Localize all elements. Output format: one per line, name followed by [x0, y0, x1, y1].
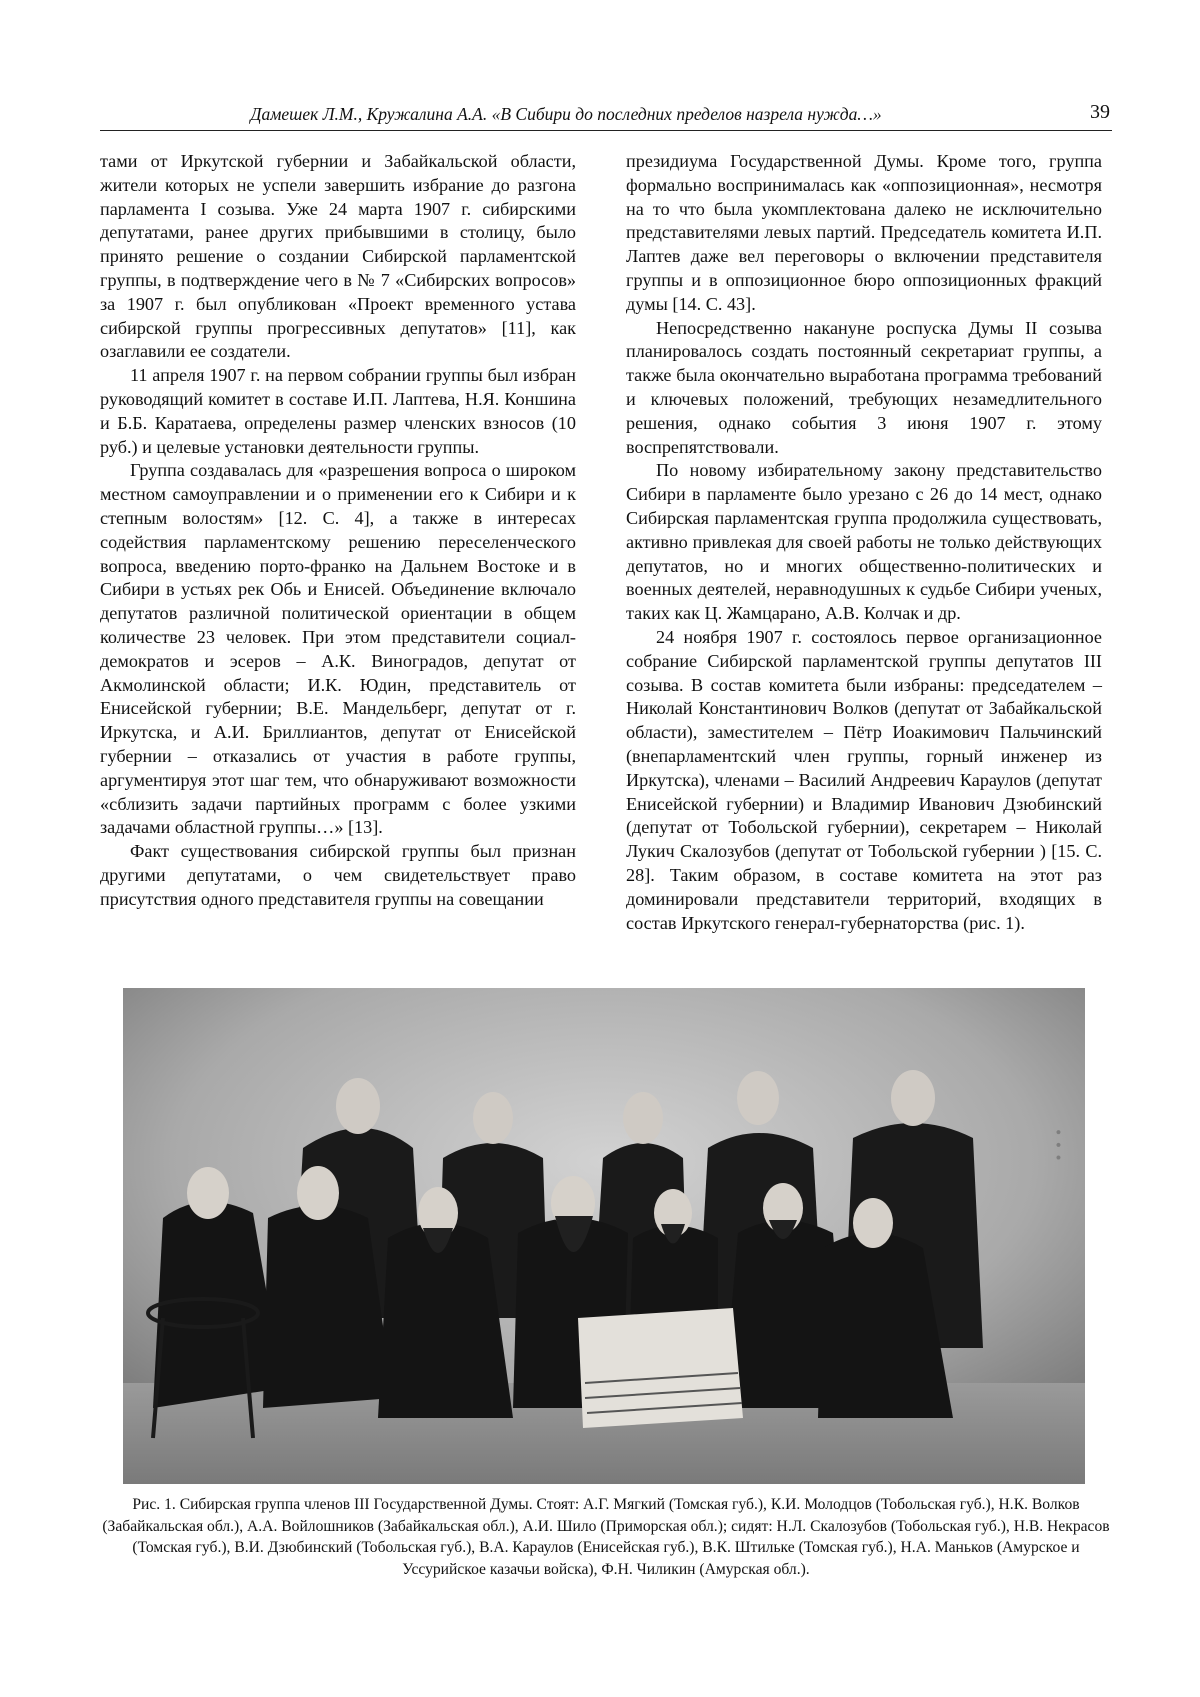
paragraph: Группа создавалась для «разрешения вопроса о широком местном самоуправлении и о применении его к Сибири и к степным волостям» [12. С. 4], а также в интересах содействия парламентскому решению переселенческого вопроса, введению порто-франко на Дальнем Востоке и в Сибири в устьях рек Обь и Енисей. Объединение включало депутатов различной политической ориентации в общем количестве 23 человек. При этом представители социал-демократов и эсеров – А.К. Виноградов, депутат от Акмолинской области; И.К. Юдин, представитель от Енисейской губернии; В.Е. Мандельберг, депутат от г. Иркутска, и А.И. Бриллиантов, депутат от Енисейской губернии – отказались от участия в работе группы, аргументируя этот шаг тем, что обнаруживают возможности «сблизить задачи партийных программ с более узкими задачами областной группы…» [13]. — [100, 460, 576, 838]
figure-caption: Рис. 1. Сибирская группа членов III Государственной Думы. Стоят: А.Г. Мягкий (Томская губ.), К.И. Молодцов (Тобольская губ.), Н.К. Волков (Забайкальская обл.), А.А. Войлошников (Забайкальская обл.), А.И. Шило (Приморская обл.); сидят: Н.Л. Скалозубов (Тобольская губ.), Н.В. Некрасов (Томская губ.), В.И. Дзюбинский (Тобольская губ.), В.А. Караулов (Енисейская губ.), В.К. Штильке (Томская губ.), Н.А. Маньков (Амурское и Уссурийское казачьи войска), Ф.Н. Чиликин (Амурская обл.). — [102, 1496, 1110, 1578]
paragraph: 11 апреля 1907 г. на первом собрании группы был избран руководящий комитет в составе И.П. Лаптева, Н.Я. Коншина и Б.Б. Каратаева, определены размер членских взносов (10 руб.) и целевые установки деятельности группы. — [100, 365, 576, 457]
paragraph: президиума Государственной Думы. Кроме того, группа формально воспринималась как «оппозиционная», несмотря на то что была укомплектована далеко не исключительно представителями левых партий. Председатель комитета И.П. Лаптев даже вел переговоры о включении представителя группы и в оппозиционное бюро оппозиционных фракций думы [14. С. 43]. — [626, 151, 1102, 314]
group-photograph — [123, 988, 1085, 1484]
page-header — [100, 96, 1112, 131]
svg-text:• • •: • • • — [1049, 1128, 1065, 1162]
paragraph: тами от Иркутской губернии и Забайкальской области, жители которых не успели завершить избрание до разгона парламента I созыва. Уже 24 марта 1907 г. сибирскими депутатами, ранее других прибывшими в столицу, было принято решение о создании Сибирской парламентской группы, в подтверждение чего в № 7 «Сибирских вопросов» за 1907 г. был опубликован «Проект временного устава сибирской группы прогрессивных депутатов» [11], как озаглавили ее создатели. — [100, 151, 576, 362]
paragraph: 24 ноября 1907 г. состоялось первое организационное собрание Сибирской парламентской группы депутатов III созыва. В состав комитета были избраны: председателем – Николай Константинович Волков (депутат от Забайкальской области), заместителем – Пётр Иоакимович Пальчинский (внепарламентский член группы, горный инженер из Иркутска), членами – Василий Андреевич Караулов (депутат Енисейской губернии) и Владимир Иванович Дзюбинский (депутат от Тобольской губернии), секретарем – Николай Лукич Скалозубов (депутат от Тобольской губернии ) [15. С. 28]. Таким образом, в составе комитета на этот раз доминировали представители территорий, входящих в состав Иркутского генерал-губернаторства (рис. 1). — [626, 626, 1102, 933]
paragraph: Факт существования сибирской группы был признан другими депутатами, о чем свидетельствует право присутствия одного представителя группы на совещании — [100, 841, 576, 909]
right-column — [626, 150, 1102, 935]
running-head: Дамешек Л.М., Кружалина А.А. «В Сибири до последних пределов назрела нужда…» — [250, 104, 882, 124]
paragraph: Непосредственно накануне роспуска Думы II созыва планировалось создать постоянный секретариат группы, а также была окончательно выработана программа требований и ключевых положений, требующих незамедлительного решения, однако события 3 июня 1907 г. этому воспрепятствовали. — [626, 317, 1102, 457]
paragraph: По новому избирательному закону представительство Сибири в парламенте было урезано с 26 до 14 мест, однако Сибирская парламентская группа продолжила существовать, активно привлекая для своей работы не только действующих депутатов, но и многих общественно-политических и военных деятелей, неравнодушных к судьбе Сибири ученых, таких как Ц. Жамцарано, А.В. Колчак и др. — [626, 460, 1102, 624]
page-number: 39 — [1090, 101, 1110, 123]
left-column — [100, 150, 576, 912]
